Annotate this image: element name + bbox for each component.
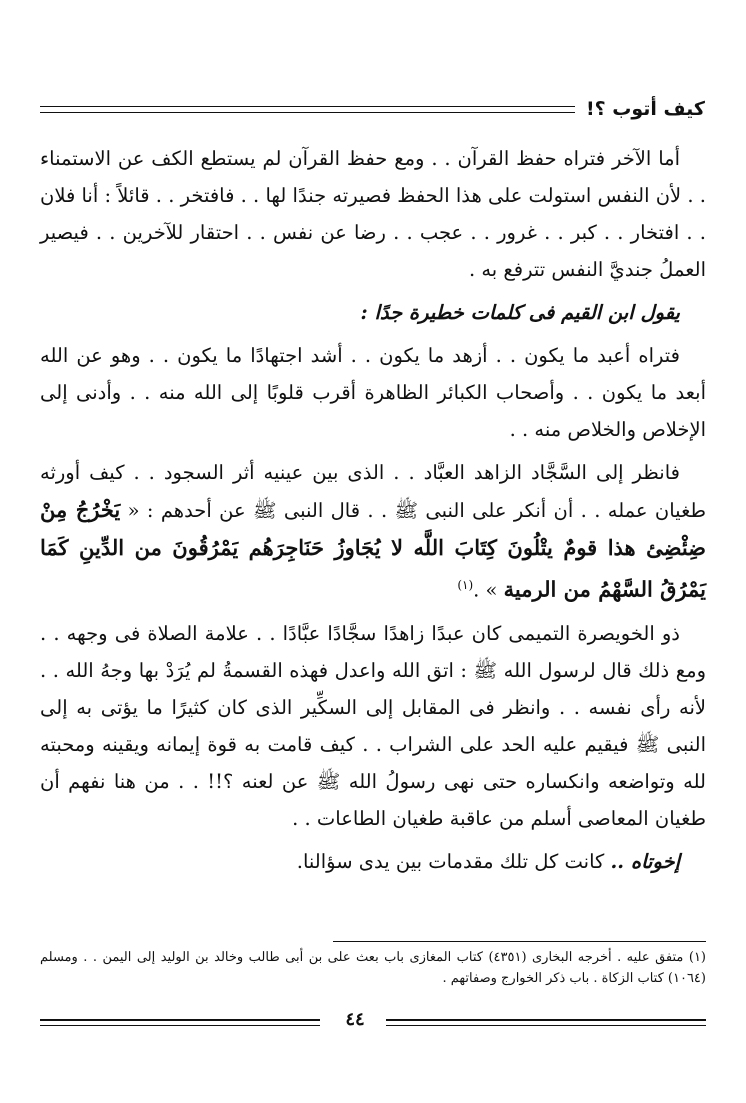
paragraph-1: أما الآخر فتراه حفظ القرآن . . ومع حفظ القرآن لم يستطع الكف عن الاستمناء . . لأن النفس استولت على هذا الحفظ فصيرته جندًا لها . . فافتخر . . قائلاً : أنا فلان . . افتخار . . كبر . . غرور . . عجب . . رضا عن نفس . . احتقار للآخرين . . فيصير العملُ جنديَّ النفس تترفع به . — [40, 147, 706, 281]
page-footer — [40, 1006, 706, 1036]
footnote-reference: (١) — [457, 578, 474, 592]
paragraph-2: فتراه أعبد ما يكون . . أزهد ما يكون . . أشد اجتهادًا ما يكون . . وهو عن الله أبعد ما يكون . . وأصحاب الكبائر الظاهرة أقرب قلوبًا إلى الله منه . . وأدنى إلى الإخلاص والخلاص منه . . — [40, 344, 706, 441]
footnote-rule — [333, 941, 706, 942]
section-subheading: يقول ابن القيم فى كلمات خطيرة جدًا : — [360, 301, 680, 324]
footer-rule-left — [40, 1019, 320, 1026]
paragraph-3-intro: فانظر إلى السَّجَّاد الزاهد العبَّاد . . الذى بين عينيه أثر السجود . . كيف أورثه طغيان عمله . . أن أنكر على النبى ﷺ . . قال النبى ﷺ عن أحدهم : « — [40, 461, 706, 522]
header-title: كيف أتوب ؟! — [585, 98, 705, 120]
main-text — [40, 140, 706, 886]
footer-rule-right — [386, 1019, 706, 1026]
footnote: (١) متفق عليه . أخرجه البخارى (٤٣٥١) كتاب المغازى باب بعث على بن أبى طالب وخالد بن الوليد إلى اليمن . . ومسلم (١٠٦٤) كتاب الزكاة . باب ذكر الخوارج وصفاتهم . — [40, 950, 706, 986]
paragraph-3-close: » . — [473, 578, 498, 602]
page-number: ٤٤ — [345, 1009, 365, 1030]
paragraph-5-lead: إخوتاه .. — [610, 849, 680, 873]
header-rule — [40, 106, 575, 113]
paragraph-3 — [40, 454, 706, 609]
hadith-quote: يَخْرُجُ مِنْ ضِئْضِئ هذا قومٌ يتْلُونَ كِتَابَ اللَّه لا يُجَاوزُ حَنَاجِرَهُم يَمْرُقُونَ من الدِّينِ كَمَا يَمْرُقُ السَّهْمُ من الرمية — [40, 497, 706, 602]
paragraph-5-text: كانت كل تلك مقدمات بين يدى سؤالنا. — [296, 849, 605, 873]
paragraph-5 — [40, 843, 706, 880]
paragraph-4: ذو الخويصرة التميمى كان عبدًا زاهدًا سجَّادًا عبَّادًا . . علامة الصلاة فى وجهه . . ومع ذلك قال لرسول الله ﷺ : اتق الله واعدل فهذه القسمةُ لم يُرَدْ بها وجهُ الله . . لأنه رأى نفسه . . وانظر فى المقابل إلى السكِّير الذى كان كثيرًا ما يؤتى به إلى النبى ﷺ فيقيم عليه الحد على الشراب . . كيف قامت به قوة إيمانه ويقينه ومحبته لله وتواضعه وانكساره حتى نهى رسولُ الله ﷺ عن لعنه ؟!! . . من هنا نفهم أن طغيان المعاصى أسلم من عاقبة طغيان الطاعات . . — [40, 621, 706, 830]
running-header — [40, 96, 705, 126]
